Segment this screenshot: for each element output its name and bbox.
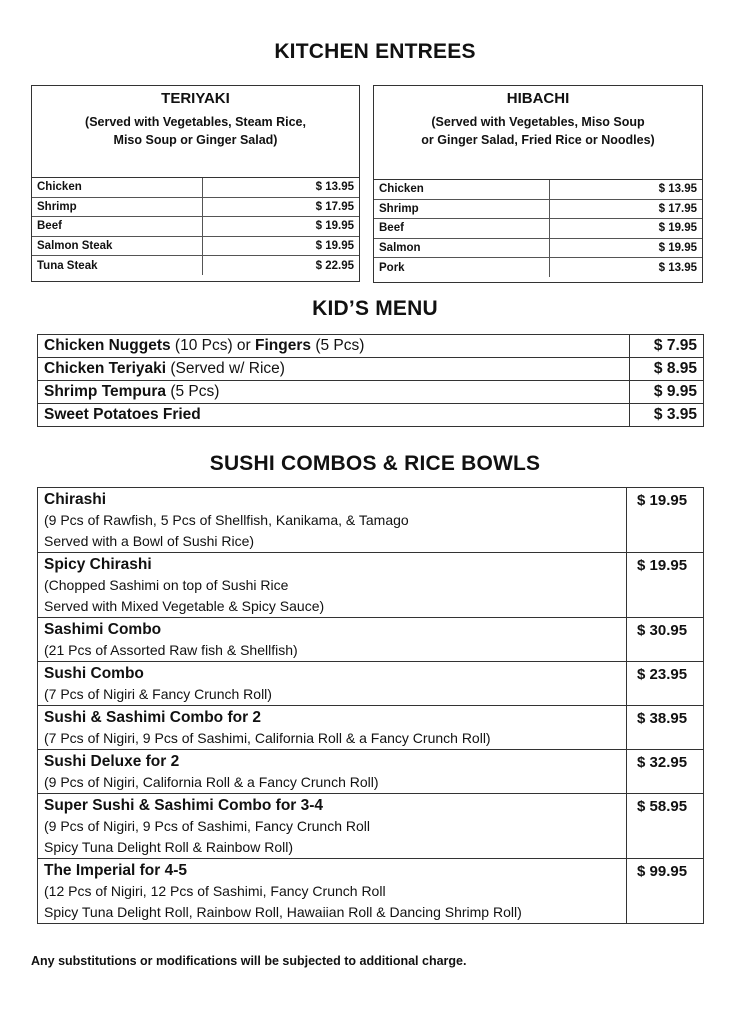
combo-desc-line: Spicy Tuna Delight Roll, Rainbow Roll, Hawaiian Roll & Dancing Shrimp Roll) [44, 904, 522, 920]
combo-name: Chirashi [44, 491, 107, 508]
item-name: Tuna Steak [32, 256, 202, 275]
kids-item-name: Sweet Potatoes Fried [44, 406, 201, 423]
item-name: Chicken [32, 178, 202, 197]
combo-desc-line: (7 Pcs of Nigiri & Fancy Crunch Roll) [44, 686, 272, 702]
kids-item-price: $ 8.95 [630, 358, 704, 381]
combo-desc-line: (12 Pcs of Nigiri, 12 Pcs of Sashimi, Fancy Crunch Roll [44, 883, 386, 899]
combo-price: $ 38.95 [627, 706, 704, 750]
combo-price: $ 19.95 [627, 488, 704, 553]
item-price: $ 19.95 [202, 217, 359, 236]
combo-desc-line: (21 Pcs of Assorted Raw fish & Shellfish) [44, 642, 298, 658]
teriyaki-subtitle-line: Miso Soup or Ginger Salad) [113, 133, 278, 147]
item-price: $ 17.95 [202, 197, 359, 216]
table-row [374, 180, 702, 199]
table-row [374, 238, 702, 257]
hibachi-subtitle-line: or Ginger Salad, Fried Rice or Noodles) [421, 133, 655, 147]
hibachi-subtitle-line: (Served with Vegetables, Miso Soup [431, 115, 645, 129]
combo-price: $ 32.95 [627, 750, 704, 794]
combo-description [44, 684, 620, 705]
kids-item-detail: (5 Pcs) [166, 383, 220, 400]
combo-description [44, 728, 620, 749]
combo-name: Spicy Chirashi [44, 556, 152, 573]
kids-item-detail: (5 Pcs) [311, 337, 365, 354]
item-name: Salmon Steak [32, 236, 202, 255]
table-row [38, 488, 704, 553]
combo-description [44, 816, 620, 858]
item-price: $ 17.95 [549, 199, 702, 218]
combo-item [38, 662, 627, 706]
hibachi-subtitle [374, 113, 702, 149]
combo-description [44, 772, 620, 793]
teriyaki-price-table [32, 178, 359, 275]
table-row [374, 219, 702, 238]
teriyaki-header [32, 86, 359, 178]
kids-menu-title: KID’S MENU [312, 297, 438, 320]
item-price: $ 13.95 [315, 181, 354, 194]
combo-item [38, 618, 627, 662]
table-row [38, 404, 704, 427]
table-row [32, 197, 359, 216]
item-price: $ 22.95 [202, 256, 359, 275]
table-row [38, 706, 704, 750]
item-name: Beef [32, 217, 202, 236]
hibachi-price-table [374, 180, 702, 277]
hibachi-section [373, 85, 703, 283]
item-name: Salmon [374, 238, 549, 257]
kids-item-detail: (Served w/ Rice) [166, 360, 285, 377]
kids-item-name: Chicken Teriyaki [44, 360, 167, 377]
item-price: $ 19.95 [202, 236, 359, 255]
footer-note: Any substitutions or modifications will be subjected to additional charge. [31, 954, 467, 968]
combo-description [44, 881, 620, 923]
combo-description [44, 575, 620, 617]
combo-desc-line: (7 Pcs of Nigiri, 9 Pcs of Sashimi, California Roll & a Fancy Crunch Roll) [44, 730, 491, 746]
table-row [38, 381, 704, 404]
kids-item [38, 404, 630, 427]
table-row [32, 178, 359, 197]
kids-item-price: $ 9.95 [630, 381, 704, 404]
combo-item [38, 750, 627, 794]
combo-price: $ 30.95 [627, 618, 704, 662]
combo-item [38, 488, 627, 553]
table-row [38, 794, 704, 859]
combo-desc-line: Served with Mixed Vegetable & Spicy Sauce) [44, 598, 325, 614]
combo-name: Super Sushi & Sashimi Combo for 3-4 [44, 797, 324, 814]
combo-description [44, 510, 620, 552]
item-price: $ 19.95 [549, 238, 702, 257]
combo-desc-line: (9 Pcs of Rawfish, 5 Pcs of Shellfish, Kanikama, & Tamago [44, 512, 409, 528]
hibachi-title: HIBACHI [506, 90, 570, 107]
table-row [38, 859, 704, 924]
kids-item [38, 381, 630, 404]
table-row [374, 258, 702, 277]
table-row [32, 217, 359, 236]
combo-item [38, 859, 627, 924]
kids-menu-table [37, 334, 704, 427]
table-row [32, 236, 359, 255]
item-price: $ 19.95 [549, 219, 702, 238]
table-row [38, 750, 704, 794]
kids-item [38, 335, 630, 358]
teriyaki-title: TERIYAKI [161, 90, 230, 107]
table-row [374, 199, 702, 218]
combo-desc-line: Spicy Tuna Delight Roll & Rainbow Roll) [44, 839, 293, 855]
combo-price: $ 19.95 [627, 553, 704, 618]
teriyaki-section [31, 85, 360, 282]
kids-item-name: Chicken Nuggets [44, 337, 171, 354]
item-name: Beef [374, 219, 549, 238]
combo-price: $ 99.95 [627, 859, 704, 924]
kids-item [38, 358, 630, 381]
combo-item [38, 706, 627, 750]
teriyaki-subtitle [32, 113, 359, 149]
combo-desc-line: (9 Pcs of Nigiri, 9 Pcs of Sashimi, Fancy Crunch Roll [44, 818, 370, 834]
table-row [38, 335, 704, 358]
combo-desc-line: (Chopped Sashimi on top of Sushi Rice [44, 577, 289, 593]
combo-desc-line: Served with a Bowl of Sushi Rice) [44, 533, 255, 549]
item-price: $ 13.95 [658, 183, 697, 196]
item-name: Chicken [374, 180, 549, 199]
combo-name: Sushi Combo [44, 665, 144, 682]
table-row [38, 662, 704, 706]
combo-price: $ 23.95 [627, 662, 704, 706]
combo-name: Sushi Deluxe for 2 [44, 753, 180, 770]
kids-item-name: Shrimp Tempura [44, 383, 167, 400]
table-row [32, 256, 359, 275]
combo-name: Sushi & Sashimi Combo for 2 [44, 709, 262, 726]
item-price: $ 13.95 [549, 258, 702, 277]
kids-item-name: Fingers [255, 337, 312, 354]
table-row [38, 358, 704, 381]
combo-item [38, 794, 627, 859]
combo-desc-line: (9 Pcs of Nigiri, California Roll & a Fancy Crunch Roll) [44, 774, 379, 790]
item-name: Shrimp [32, 197, 202, 216]
table-row [38, 553, 704, 618]
combo-description [44, 640, 620, 661]
kids-item-price: $ 7.95 [630, 335, 704, 358]
kids-item-price: $ 3.95 [630, 404, 704, 427]
combo-price: $ 58.95 [627, 794, 704, 859]
kitchen-entrees-title: KITCHEN ENTREES [274, 40, 476, 63]
combo-item [38, 553, 627, 618]
combo-name: The Imperial for 4-5 [44, 862, 187, 879]
kids-item-detail: (10 Pcs) or [170, 337, 256, 354]
item-name: Shrimp [374, 199, 549, 218]
table-row [38, 618, 704, 662]
item-name: Pork [374, 258, 549, 277]
combo-name: Sashimi Combo [44, 621, 162, 638]
sushi-combos-title: SUSHI COMBOS & RICE BOWLS [209, 452, 541, 475]
sushi-combos-table [37, 487, 704, 924]
hibachi-header [374, 86, 702, 180]
teriyaki-subtitle-line: (Served with Vegetables, Steam Rice, [85, 115, 306, 129]
